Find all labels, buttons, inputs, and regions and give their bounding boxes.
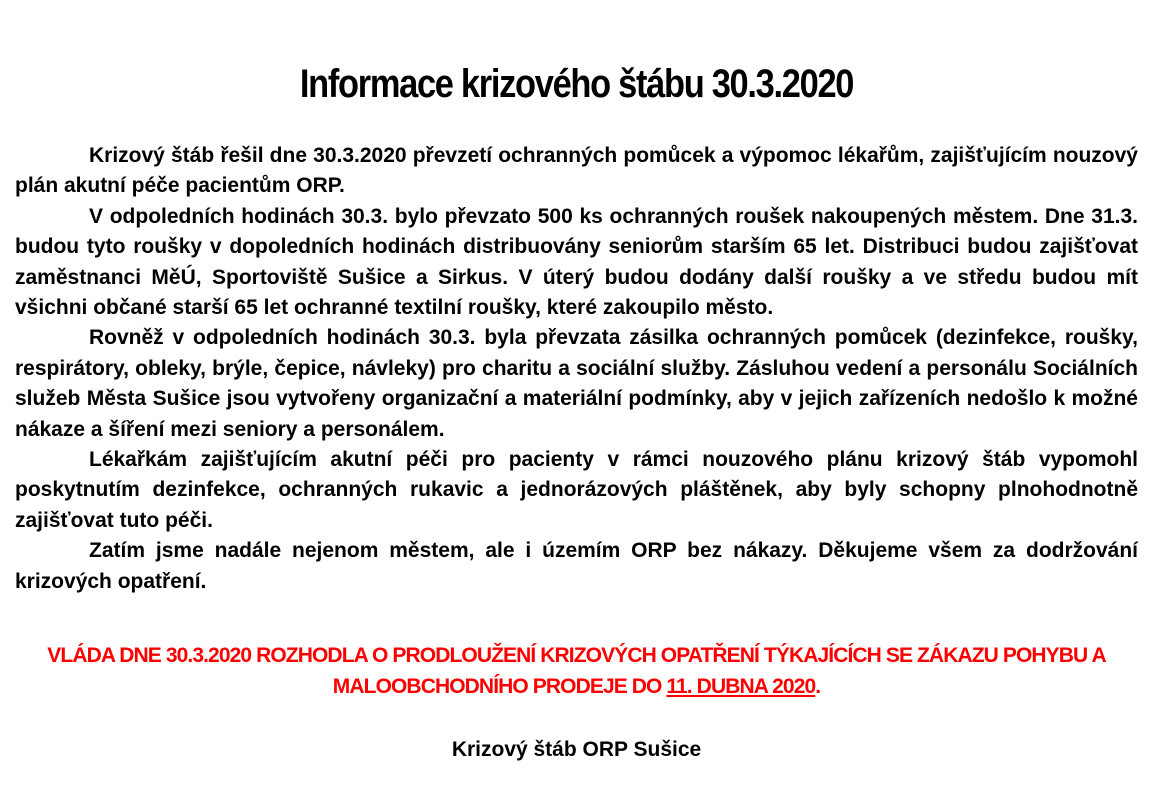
paragraph-4: Lékařkám zajišťujícím akutní péči pro pacienty v rámci nouzového plánu krizový štáb vypomohl poskytnutím dezinfekce, ochranných rukavic a jednorázových pláštěnek, aby byly schopny plnohodnotně zajišťovat tuto péči. — [15, 448, 1138, 532]
document-body — [15, 141, 1138, 597]
paragraph-3: Rovněž v odpoledních hodinách 30.3. byla převzata zásilka ochranných pomůcek (dezinfekce, roušky, respirátory, obleky, brýle, čepice, návleky) pro charitu a sociální služby. Zásluhou vedení a personálu Sociálních služeb Města Sušice jsou vytvořeny organizační a materiální podmínky, aby v jejich zařízeních nedošlo k možné nákaze a šíření mezi seniory a personálem. — [15, 326, 1138, 441]
government-notice — [15, 640, 1138, 702]
notice-end: . — [815, 675, 821, 698]
paragraph-1: Krizový štáb řešil dne 30.3.2020 převzetí ochranných pomůcek a výpomoc lékařům, zajišťujícím nouzový plán akutní péče pacientům ORP. — [15, 144, 1138, 198]
notice-date: 11. DUBNA 2020 — [666, 675, 816, 698]
paragraph-5: Zatím jsme nadále nejenom městem, ale i územím ORP bez nákazy. Děkujeme všem za dodržování krizových opatření. — [15, 539, 1138, 593]
paragraph-2: V odpoledních hodinách 30.3. bylo převzato 500 ks ochranných roušek nakoupených městem. Dne 31.3. budou tyto roušky v dopoledních hodinách distribuovány seniorům starším 65 let. Distribuci budou zajišťovat zaměstnanci MěÚ, Sportoviště Sušice a Sirkus. V úterý budou dodány další roušky a ve středu budou mít všichni občané starší 65 let ochranné textilní roušky, které zakoupilo město. — [15, 204, 1138, 320]
signature: Krizový štáb ORP Sušice — [451, 738, 702, 761]
notice-text: VLÁDA DNE 30.3.2020 ROZHODLA O PRODLOUŽENÍ KRIZOVÝCH OPATŘENÍ TÝKAJÍCÍCH SE ZÁKAZU POHYBU A MALOOBCHODNÍHO PRODEJE DO — [47, 644, 1106, 698]
document-title: Informace krizového štábu 30.3.2020 — [299, 62, 854, 106]
